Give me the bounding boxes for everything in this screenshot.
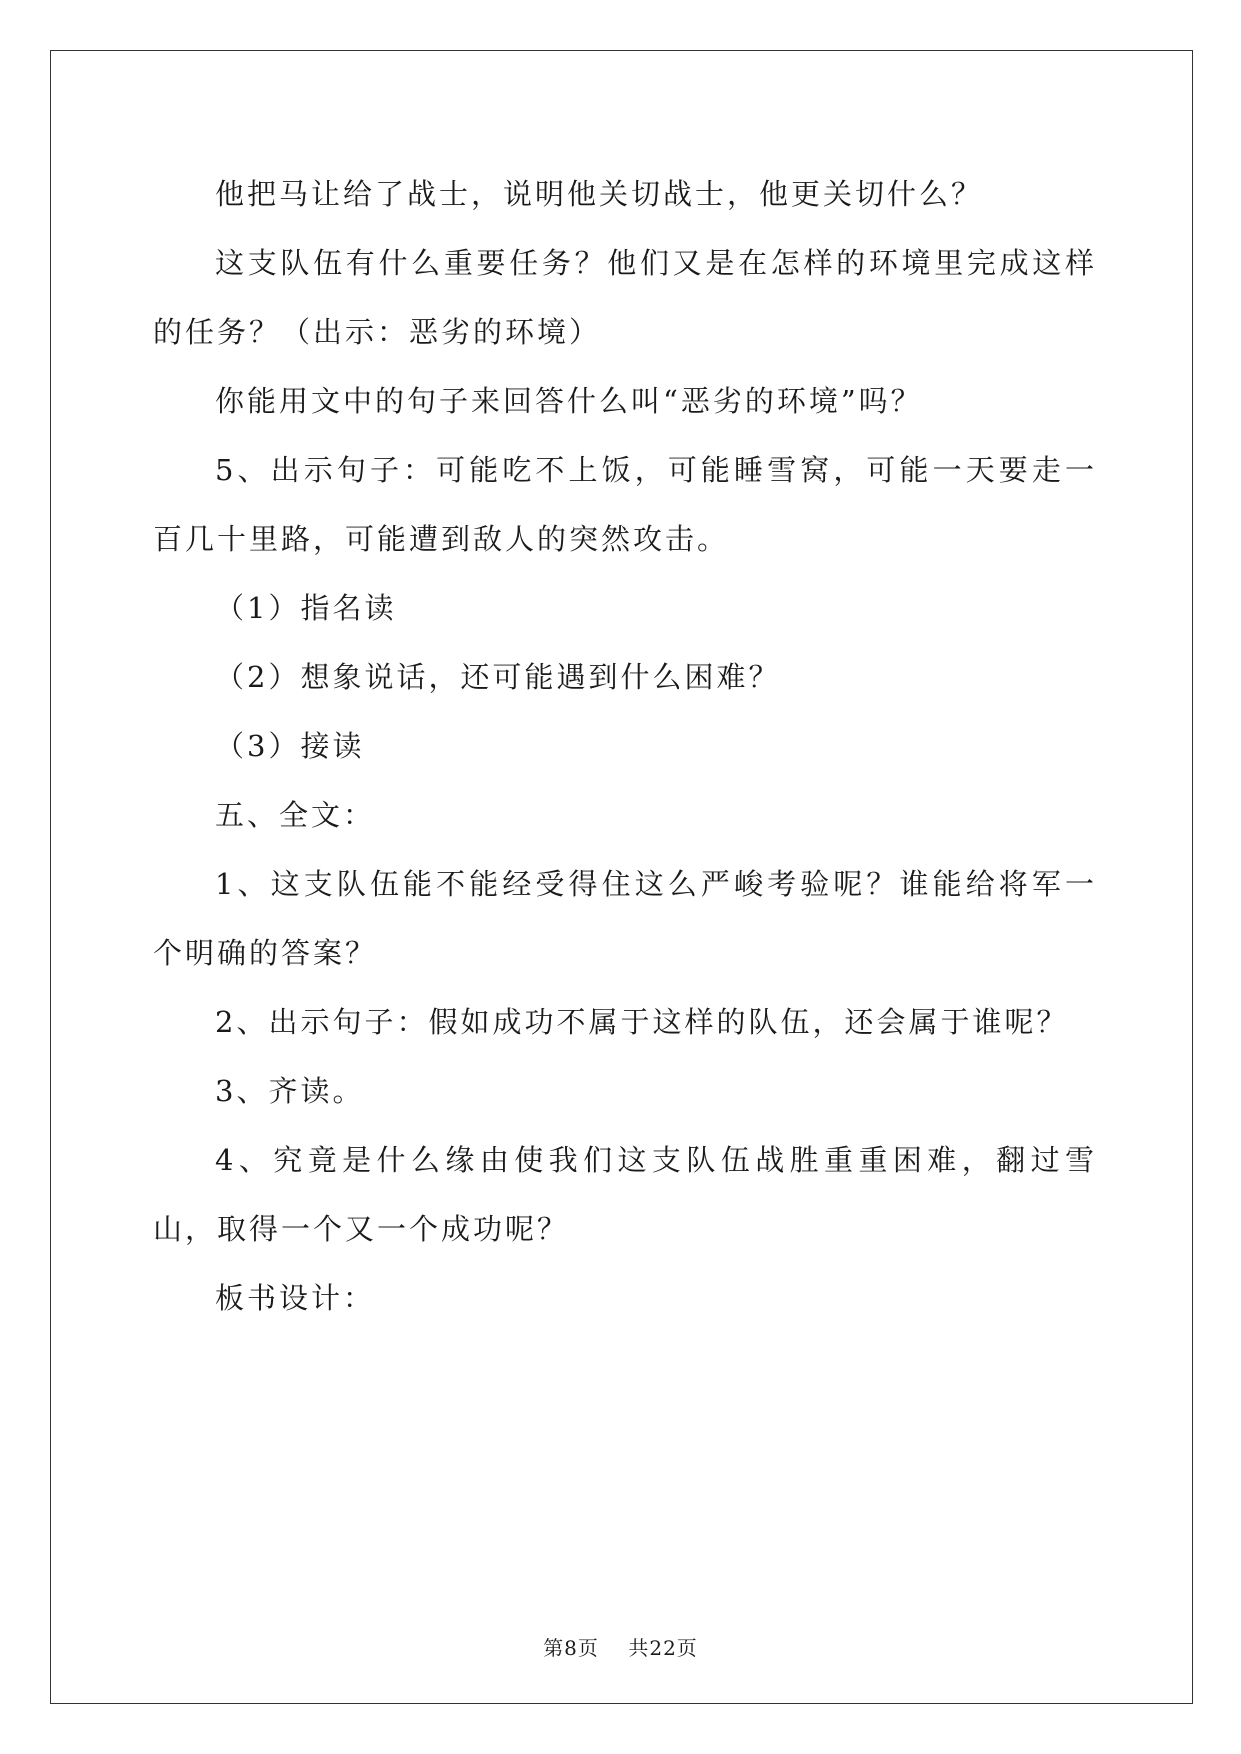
paragraph: 这支队伍有什么重要任务？他们又是在怎样的环境里完成这样的任务？（出示：恶劣的环境）	[153, 246, 1097, 349]
paragraph: 你能用文中的句子来回答什么叫“恶劣的环境”吗？	[215, 384, 923, 418]
paragraph: 1、这支队伍能不能经受得住这么严峻考验呢？谁能给将军一个明确的答案？	[153, 867, 1097, 970]
paragraph: 3、齐读。	[215, 1074, 365, 1108]
paragraph: （1）指名读	[215, 591, 397, 625]
paragraph: 5、出示句子：可能吃不上饭，可能睡雪窝，可能一天要走一百几十里路，可能遭到敌人的突然攻击。	[153, 453, 1097, 556]
paragraph: 4、究竟是什么缘由使我们这支队伍战胜重重困难，翻过雪山，取得一个又一个成功呢？	[153, 1143, 1097, 1246]
paragraph: （3）接读	[215, 729, 365, 763]
page-number: 第8页	[543, 1636, 599, 1660]
document-body	[153, 160, 1097, 1333]
paragraph: （2）想象说话，还可能遇到什么困难？	[215, 660, 781, 694]
page-total: 共22页	[628, 1636, 698, 1660]
paragraph: 他把马让给了战士，说明他关切战士，他更关切什么？	[215, 177, 984, 211]
paragraph: 板书设计：	[215, 1281, 376, 1315]
paragraph: 2、出示句子：假如成功不属于这样的队伍，还会属于谁呢？	[215, 1005, 1069, 1039]
section-heading: 五、全文：	[215, 798, 376, 832]
page-footer	[0, 1632, 1241, 1661]
